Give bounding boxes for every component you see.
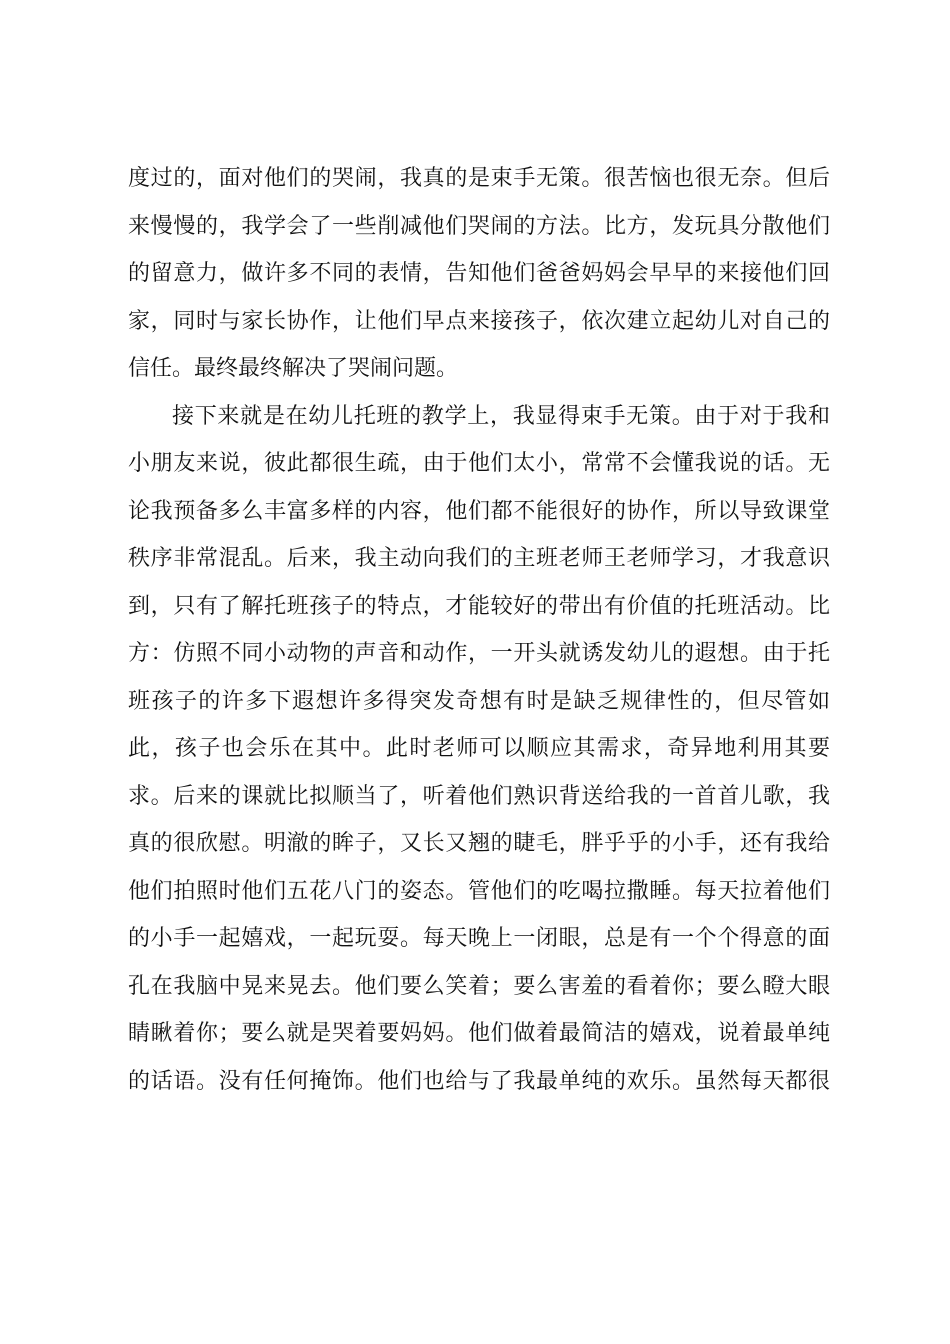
paragraph-2-line-12: 的小手一起嬉戏，一起玩耍。每天晚上一闭眼，总是有一个个得意的面 xyxy=(128,926,830,951)
paragraph-2-line-2: 小朋友来说，彼此都很生疏，由于他们太小，常常不会懂我说的话。无 xyxy=(128,451,830,476)
paragraph-2-line-7: 班孩子的许多下遐想许多得突发奇想有时是缺乏规律性的，但尽管如 xyxy=(128,688,830,714)
paragraph-2-line-10: 真的很欣慰。明澈的眸子，又长又翘的睫毛，胖乎乎的小手，还有我给 xyxy=(128,831,830,856)
document-body xyxy=(128,155,830,1105)
paragraph-2-line-9: 求。后来的课就比拟顺当了，听着他们熟识背送给我的一首首儿歌，我 xyxy=(128,783,830,809)
paragraph-2-line-11: 他们拍照时他们五花八门的姿态。管他们的吃喝拉撒睡。每天拉着他们 xyxy=(128,878,830,904)
paragraph-2-line-3: 论我预备多么丰富多样的内容，他们都不能很好的协作，所以导致课堂 xyxy=(128,498,830,524)
paragraph-1-line-4: 家，同时与家长协作，让他们早点来接孩子，依次建立起幼儿对自己的 xyxy=(128,308,830,334)
paragraph-2-line-15: 的话语。没有任何掩饰。他们也给与了我最单纯的欢乐。虽然每天都很 xyxy=(128,1068,830,1094)
paragraph-2-line-8: 此，孩子也会乐在其中。此时老师可以顺应其需求，奇异地利用其要 xyxy=(128,736,830,761)
paragraph-1-line-2: 来慢慢的，我学会了一些削减他们哭闹的方法。比方，发玩具分散他们 xyxy=(128,213,830,239)
paragraph-2-line-14: 睛瞅着你；要么就是哭着要妈妈。他们做着最简洁的嬉戏，说着最单纯 xyxy=(128,1021,830,1046)
paragraph-2-line-5: 到，只有了解托班孩子的特点，才能较好的带出有价值的托班活动。比 xyxy=(128,593,830,619)
paragraph-1-line-5: 信任。最终最终解决了哭闹问题。 xyxy=(128,356,459,381)
paragraph-1-line-1: 度过的，面对他们的哭闹，我真的是束手无策。很苦恼也很无奈。但后 xyxy=(128,166,830,191)
paragraph-2-line-4: 秩序非常混乱。后来，我主动向我们的主班老师王老师学习，才我意识 xyxy=(128,546,830,571)
paragraph-2-line-1: 接下来就是在幼儿托班的教学上，我显得束手无策。由于对于我和 xyxy=(172,403,830,429)
paragraph-1-line-3: 的留意力，做许多不同的表情，告知他们爸爸妈妈会早早的来接他们回 xyxy=(128,261,830,286)
paragraph-2-line-6: 方：仿照不同小动物的声音和动作，一开头就诱发幼儿的遐想。由于托 xyxy=(128,641,830,666)
paragraph-2-line-13: 孔在我脑中晃来晃去。他们要么笑着；要么害羞的看着你；要么瞪大眼 xyxy=(128,973,830,999)
